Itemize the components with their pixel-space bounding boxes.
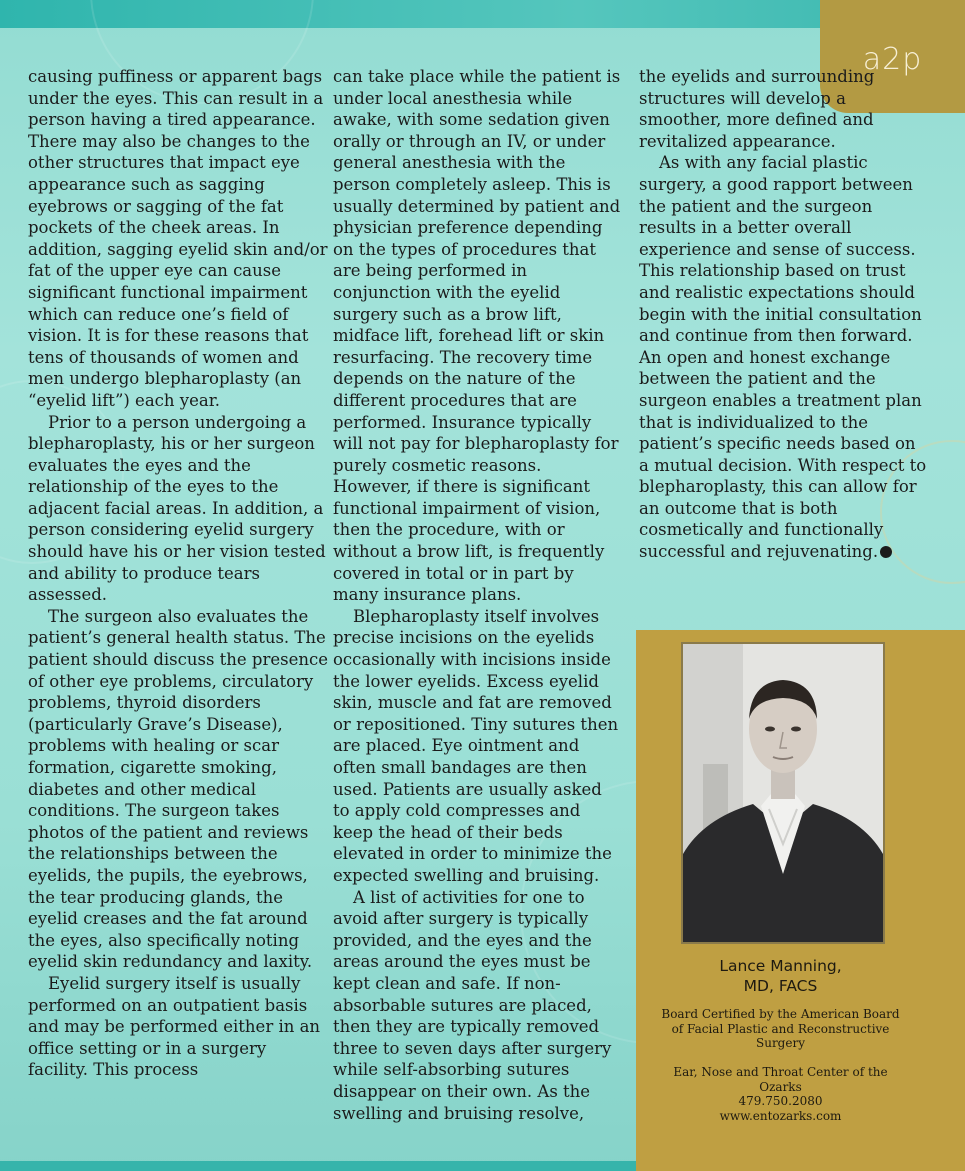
paragraph: The surgeon also evaluates the patient’s general health status. The patient should discuss the presence of other eye problems, circulatory problems, thyroid disorders (particularly Grave’s Disease), problems with healing or scar formation, cigarette smoking, diabetes and other medical conditions. The surgeon takes photos of the patient and reviews the relationships between the eyelids, the pupils, the eyebrows, the tear producing glands, the eyelid creases and the fat around the eyes, also specifically noting eyelid skin redundancy and laxity. [28, 606, 329, 972]
author-photo [681, 642, 885, 944]
author-credentials: MD, FACS [743, 977, 818, 995]
article-column-2 [333, 66, 623, 1124]
paragraph: Eyelid surgery itself is usually performed on an outpatient basis and may be performed either in an office setting or in a surgery facility. This process [28, 973, 321, 1080]
paragraph [639, 152, 929, 562]
end-of-article-icon [880, 546, 892, 558]
phone-number: 479.750.2080 [738, 1094, 823, 1108]
section-logo: a2p [862, 42, 923, 77]
paragraph: Prior to a person undergoing a blepharoplasty, his or her surgeon evaluates the eyes and the relationship of the eyes to the adjacent facial areas. In addition, a person considering eyelid surgery should have his or her vision tested and ability to produce tears assessed. [28, 412, 326, 605]
paragraph: the eyelids and surrounding structures will develop a smoother, more defined and revitalized appearance. [639, 67, 875, 151]
article-column-1 [28, 66, 328, 1081]
paragraph: Blepharoplasty itself involves precise incisions on the eyelids occasionally with incisions inside the lower eyelids. Excess eyelid skin, muscle and fat are removed or repositioned. Tiny sutures then are placed. Eye ointment and often small bandages are then used. Patients are usually asked to apply cold compresses and keep the head of their beds elevated in order to minimize the expected swelling and bruising. [333, 606, 619, 885]
paragraph: causing puffiness or apparent bags under the eyes. This can result in a person having a tired appearance. There may also be changes to the other structures that impact eye appearance such as sagging eyebrows or sagging of the fat pockets of the cheek areas. In addition, sagging eyelid skin and/or fat of the upper eye can cause significant functional impairment which can reduce one’s field of vision. It is for these reasons that tens of thousands of women and men undergo blepharoplasty (an “eyelid lift”) each year. [28, 67, 328, 410]
author-bio-box [636, 630, 965, 1171]
paragraph: A list of activities for one to avoid after surgery is typically provided, and the eyes and the areas around the eyes must be kept clean and safe. If non-absorbable sutures are placed, then they are typically removed three to seven days after surgery while self-absorbing sutures disappear on their own. As the swelling and bruising resolve, [333, 887, 612, 1123]
author-certification: Board Certified by the American Board of Facial Plastic and Reconstructive Surgery [661, 1007, 900, 1050]
article-column-3 [639, 66, 929, 563]
paragraph-text: As with any facial plastic surgery, a good rapport between the patient and the surgeon results in a better overall experience and sense of success. This relationship based on trust and realistic expectations should begin with the initial consultation and continue from then forward. An open and honest exchange between the patient and the surgeon enables a treatment plan that is individualized to the patient’s specific needs based on a mutual decision. With respect to blepharoplasty, this can allow for an outcome that is both cosmetically and functionally successful and rejuvenating. [639, 153, 927, 562]
paragraph: can take place while the patient is under local anesthesia while awake, with some sedation given orally or through an IV, or under general anesthesia with the person completely asleep. This is usually determined by patient and physician preference depending on the types of procedures that are being performed in conjunction with the eyelid surgery such as a brow lift, midface lift, forehead lift or skin resurfacing. The recovery time depends on the nature of the different procedures that are performed. Insurance typically will not pay for blepharoplasty for purely cosmetic reasons. However, if there is significant functional impairment of vision, then the procedure, with or without a brow lift, is frequently covered in total or in part by many insurance plans. [333, 67, 621, 605]
website-link[interactable]: www.entozarks.com [719, 1108, 842, 1123]
author-contact [656, 1065, 905, 1123]
author-name: Lance Manning, [719, 957, 842, 975]
practice-name: Ear, Nose and Throat Center of the Ozarks [673, 1065, 888, 1094]
portrait-illustration [683, 644, 883, 942]
